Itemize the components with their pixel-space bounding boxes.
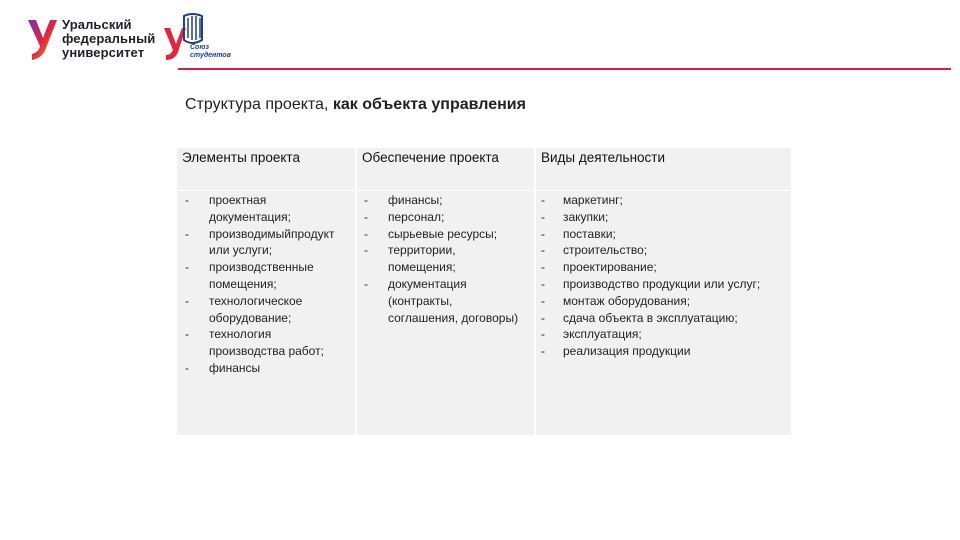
list-item: - производственные помещения; [185, 260, 314, 291]
student-union-wordmark [190, 44, 231, 60]
slide-header [0, 0, 960, 72]
slide-title-regular: Структура проекта, [185, 96, 333, 113]
list-item: - сдача объекта в эксплуатацию; [541, 310, 738, 325]
list-item: - поставки; [541, 226, 616, 241]
list-item: - проектная документация; [185, 193, 291, 224]
list-item: - строительство; [541, 243, 648, 258]
column-activity-types [541, 192, 789, 360]
slide-title [185, 96, 526, 114]
urfu-logo [26, 16, 166, 66]
list-item: - реализация продукции [541, 344, 691, 359]
column-divider [355, 148, 357, 435]
urfu-wordmark [62, 18, 155, 60]
list-item: - проектирование; [541, 260, 657, 275]
project-structure-table [177, 148, 791, 435]
urfu-y-icon [26, 18, 58, 62]
list-item: - территории, помещения; [364, 243, 456, 275]
header-divider [178, 68, 951, 70]
urfu-line-3: университет [62, 45, 145, 60]
list-item: - производимыйпродукт или услуги; [185, 226, 335, 258]
list-item: - технологическое оборудование; [185, 293, 303, 325]
list-item: - финансы [185, 360, 261, 375]
list-item: - персонал; [364, 209, 445, 224]
list-item: - закупки; [541, 209, 609, 224]
student-union-logo [162, 10, 232, 65]
union-line-2: студентов [190, 52, 231, 59]
header-project-elements: Элементы проекта [182, 150, 300, 165]
urfu-line-2: федеральный [62, 31, 156, 46]
list-item: - документация (контракты, соглашения, договоры) [364, 276, 519, 325]
slide-title-bold: как объекта управления [332, 96, 526, 113]
list-item: - сырьевые ресурсы; [364, 226, 498, 241]
column-project-elements [185, 192, 355, 377]
union-line-1: Союз [190, 44, 209, 51]
column-divider [534, 148, 536, 435]
header-activity-types: Виды деятельности [541, 150, 666, 165]
header-project-support: Обеспечение проекта [362, 150, 499, 165]
list-item: - маркетинг; [541, 193, 623, 207]
urfu-line-1: Уральский [62, 17, 132, 32]
list-item: - производство продукции или услуг; [541, 276, 761, 291]
column-project-support [364, 192, 534, 326]
list-item: - технология производства работ; [185, 327, 324, 359]
list-item: - монтаж оборудования; [541, 293, 691, 308]
list-item: - финансы; [364, 193, 443, 207]
list-item: - эксплуатация; [541, 327, 642, 342]
